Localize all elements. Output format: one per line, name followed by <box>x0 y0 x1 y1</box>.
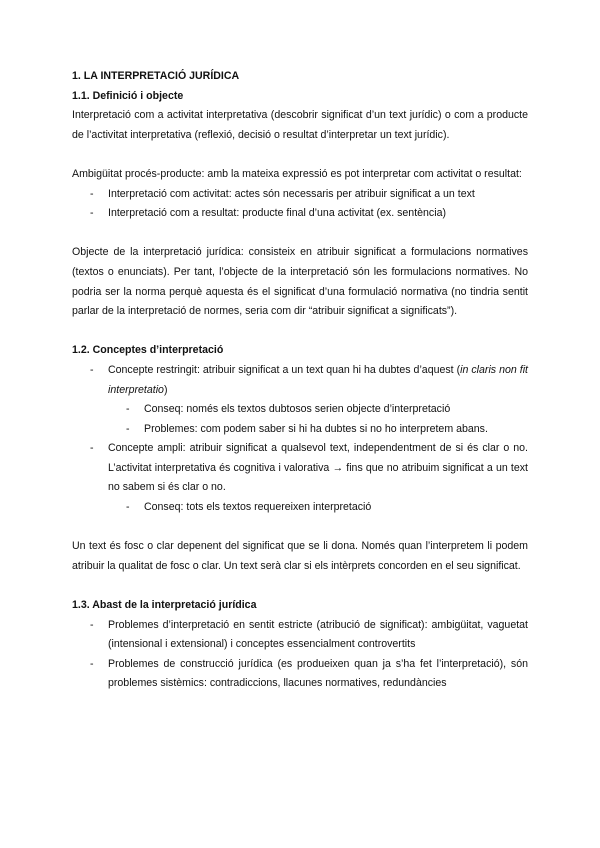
sublist-restringit <box>108 400 528 439</box>
section-heading-1-2: 1.2. Conceptes d’interpretació <box>72 344 224 357</box>
list-interpretacio-tipus <box>72 185 528 224</box>
section-heading-1-3: 1.3. Abast de la interpretació jurídica <box>72 599 257 612</box>
list-item: - Conseq: tots els textos requereixen interpretació <box>108 498 528 518</box>
closing-paren: ) <box>163 383 168 396</box>
latin-phrase: in claris non fit interpretatio <box>108 363 528 396</box>
sublist-ampli <box>108 498 528 518</box>
document-title: 1. LA INTERPRETACIÓ JURÍDICA <box>72 70 240 82</box>
concepte-ampli-text: Concepte ampli: atribuir significat a qualsevol text, independentment de si és clar o no. L’activitat interpretativa és cognitiva i valorativa → fins que no atribuim significat a un text no sabem si és clar o no. <box>108 442 528 494</box>
paragraph-ambiguitat: Ambigüitat procés-producte: amb la mateixa expressió es pot interpretar com activitat o resultat: <box>72 167 522 180</box>
section-heading-1-1: 1.1. Definició i objecte <box>72 89 184 102</box>
concepte-restringit-text: Concepte restringit: atribuir significat a un text quan hi ha dubtes d’aquest ( <box>108 363 461 376</box>
paragraph-objecte: Objecte de la interpretació jurídica: consisteix en atribuir significat a formulacions normatives (textos o enunciats). Per tant, l’objecte de la interpretació són les formulacions normatives. No podria ser la norma perquè aquesta és el significat d’una formulació normativa (no tindria sentit parlar de la interpretació de normes, seria com dir “atribuir significat a significats”). <box>72 246 528 318</box>
list-item: - Interpretació com activitat: actes són necessaris per atribuir significat a un text <box>72 185 528 205</box>
list-item-concepte-restringit <box>72 361 528 439</box>
list-conceptes <box>72 361 528 518</box>
paragraph-text-fosc-clar: Un text és fosc o clar depenent del significat que se li dona. Només quan l’interpretem li podem atribuir la qualitat de fosc o clar. Un text serà clar si els intèrprets concorden en el seu significat. <box>72 540 528 572</box>
list-item: - Problemes d’interpretació en sentit estricte (atribució de significat): ambigüitat, vaguetat (intensional i extensional) i conceptes essencialment controvertits <box>72 616 528 655</box>
list-item: - Problemes: com podem saber si hi ha dubtes si no ho interpretem abans. <box>108 420 528 440</box>
list-item-concepte-ampli <box>72 439 528 517</box>
list-abast <box>72 616 528 694</box>
list-item: - Interpretació com a resultat: producte final d’una activitat (ex. sentència) <box>72 204 528 224</box>
document-page <box>72 67 528 694</box>
list-item: - Conseq: només els textos dubtosos serien objecte d’interpretació <box>108 400 528 420</box>
list-item: - Problemes de construcció jurídica (es produeixen quan ja s’ha fet l’interpretació), són problemes sistèmics: contradiccions, llacunes normatives, redundàncies <box>72 655 528 694</box>
paragraph-interpretacio: Interpretació com a activitat interpretativa (descobrir significat d’un text jurídic) o com a producte de l’activitat interpretativa (reflexió, decisió o resultat d’interpretar un text jurídic). <box>72 109 528 141</box>
